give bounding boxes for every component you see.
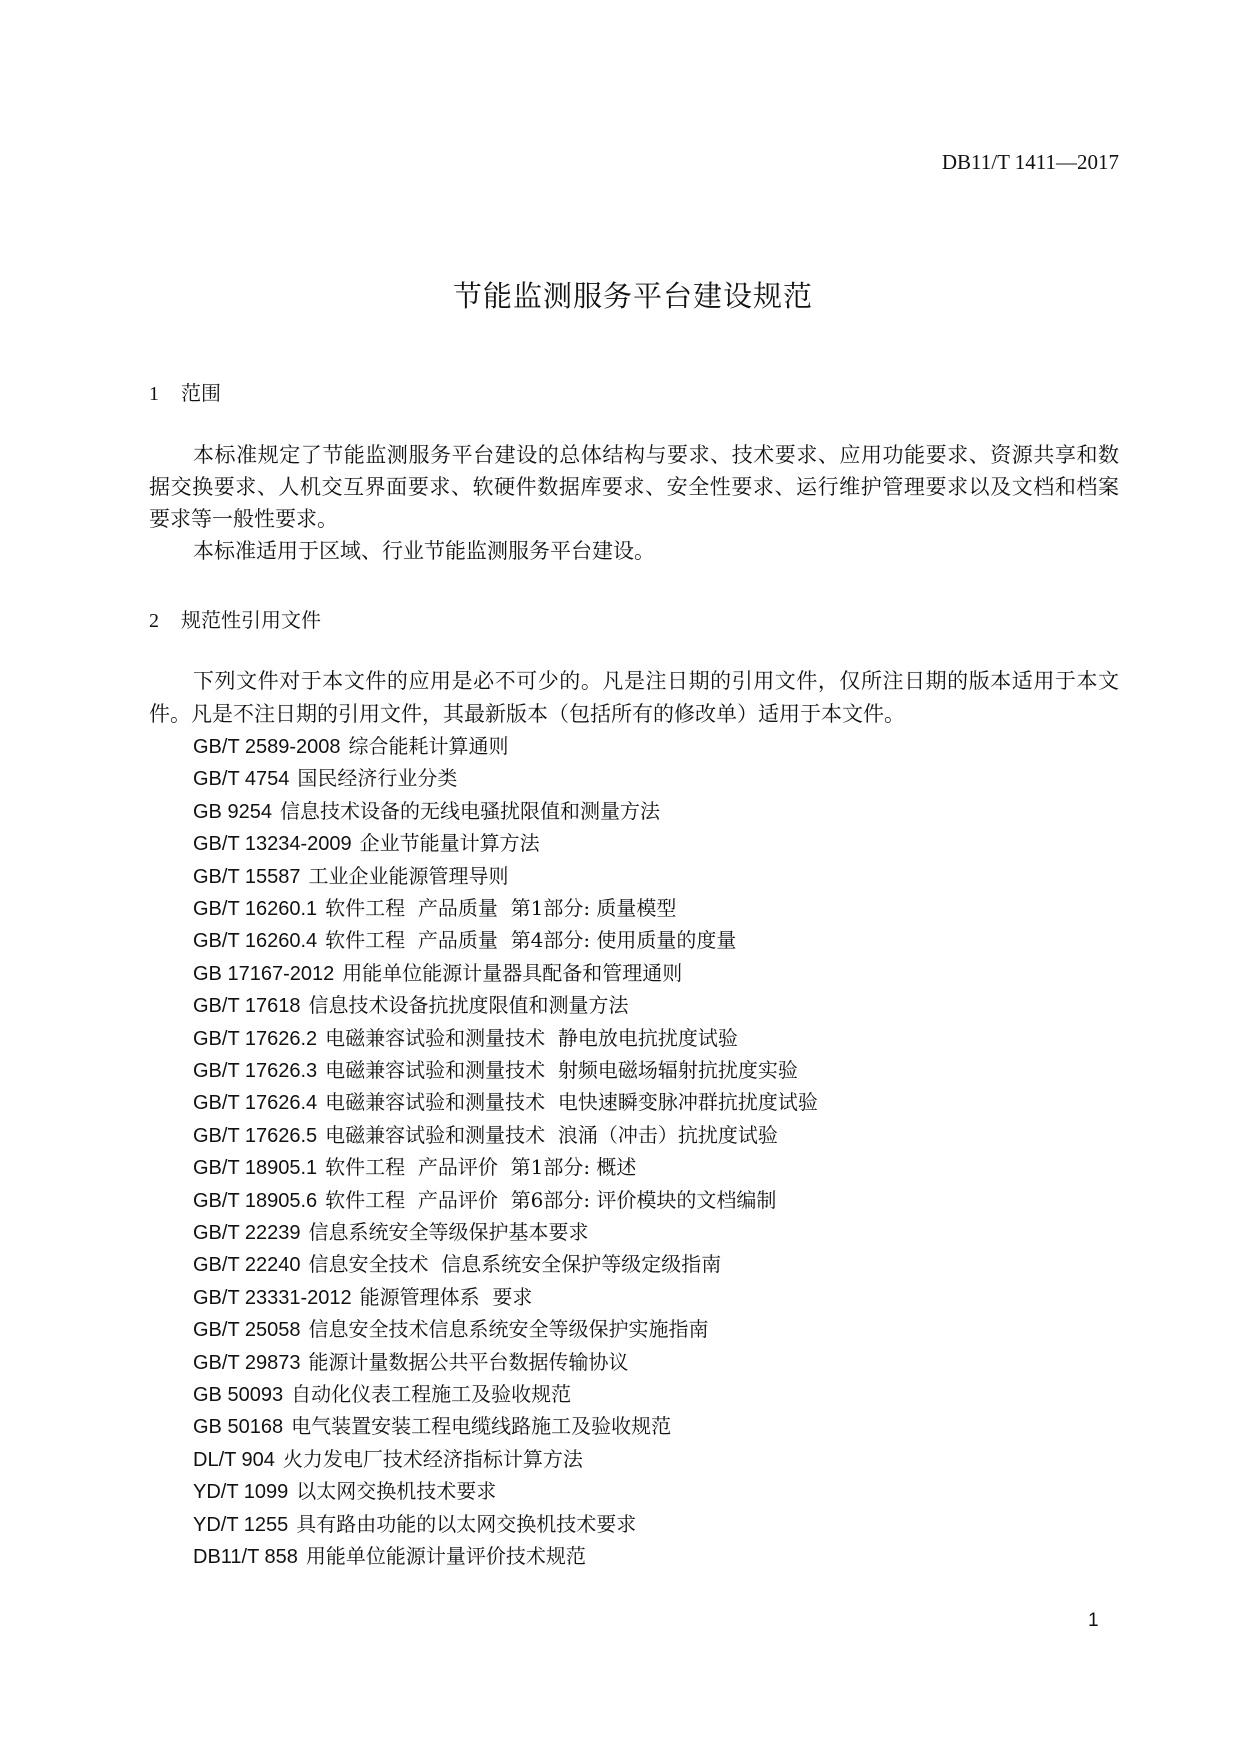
- reference-title: 电气装置安装工程电缆线路施工及验收规范: [291, 1414, 672, 1439]
- reference-title: 软件工程 产品评价 第1部分: 概述: [325, 1155, 637, 1180]
- reference-item: [193, 1184, 776, 1217]
- reference-code: GB/T 13234-2009: [193, 833, 352, 856]
- paragraph-line: 要求等一般性要求。: [149, 507, 338, 531]
- reference-item: [193, 1443, 583, 1476]
- reference-code: GB/T 16260.1: [193, 898, 318, 920]
- reference-title: 国民经济行业分类: [297, 766, 458, 791]
- reference-code: GB 9254: [193, 800, 272, 823]
- reference-code: YD/T 1255: [193, 1513, 289, 1536]
- reference-code: GB/T 15587: [193, 865, 301, 888]
- reference-item: [193, 1054, 798, 1087]
- reference-title: 软件工程 产品评价 第6部分: 评价模块的文档编制: [325, 1187, 777, 1212]
- reference-title: 综合能耗计算通则: [348, 734, 509, 758]
- reference-item: [193, 1119, 778, 1152]
- reference-title: 信息安全技术信息系统安全等级保护实施指南: [308, 1317, 709, 1342]
- reference-item: [193, 1540, 586, 1573]
- reference-code: GB 50093: [193, 1384, 284, 1406]
- reference-title: 信息技术设备抗扰度限值和测量方法: [308, 993, 629, 1018]
- section-heading-normative-references: [149, 604, 321, 633]
- reference-code: GB/T 23331-2012: [193, 1286, 352, 1309]
- paragraph-line: 本标准适用于区域、行业节能监测服务平台建设。: [193, 539, 655, 563]
- reference-code: GB/T 4754: [193, 768, 290, 791]
- reference-item: [193, 860, 508, 893]
- reference-item: [193, 1508, 636, 1541]
- reference-title: 以太网交换机技术要求: [296, 1479, 497, 1504]
- reference-code: GB/T 29873: [193, 1351, 301, 1374]
- reference-title: 电磁兼容试验和测量技术 电快速瞬变脉冲群抗扰度试验: [325, 1090, 818, 1115]
- reference-title: 用能单位能源计量评价技术规范: [305, 1544, 586, 1568]
- reference-item: [193, 957, 682, 990]
- reference-code: GB/T 18905.6: [193, 1189, 318, 1212]
- reference-code: GB/T 17626.2: [193, 1027, 318, 1050]
- reference-item: [193, 1313, 708, 1346]
- paragraph-line: 下列文件对于本文件的应用是必不可少的。凡是注日期的引用文件，仅所注日期的版本适用于本文: [193, 669, 1119, 693]
- section-number: 2: [149, 610, 159, 632]
- reference-code: GB/T 17626.5: [193, 1124, 318, 1147]
- reference-item: [193, 1248, 721, 1281]
- reference-item: [193, 762, 457, 795]
- reference-item: [193, 892, 676, 925]
- reference-item: [193, 1151, 636, 1184]
- reference-code: GB/T 17618: [193, 995, 301, 1018]
- section-number: 1: [149, 383, 159, 405]
- reference-item: [193, 730, 509, 763]
- reference-title: 具有路由功能的以太网交换机技术要求: [296, 1511, 637, 1536]
- reference-item: [193, 795, 660, 828]
- reference-code: DL/T 904: [193, 1448, 275, 1471]
- reference-item: [193, 827, 540, 860]
- reference-item: [193, 1022, 738, 1055]
- reference-code: YD/T 1099: [193, 1481, 289, 1504]
- reference-code: GB/T 17626.3: [193, 1060, 318, 1082]
- reference-title: 电磁兼容试验和测量技术 静电放电抗扰度试验: [325, 1025, 738, 1050]
- reference-code: DB11/T 858: [193, 1546, 298, 1568]
- reference-code: GB/T 18905.1: [193, 1157, 318, 1180]
- reference-title: 信息系统安全等级保护基本要求: [308, 1220, 589, 1244]
- reference-code: GB/T 16260.4: [193, 930, 318, 953]
- reference-title: 软件工程 产品质量 第4部分: 使用质量的度量: [325, 928, 737, 953]
- document-code: DB11/T 1411—2017: [941, 150, 1119, 174]
- reference-code: GB/T 25058: [193, 1319, 301, 1342]
- reference-item: [193, 1346, 628, 1379]
- reference-item: [193, 1216, 588, 1249]
- reference-item: [193, 989, 628, 1022]
- reference-title: 软件工程 产品质量 第1部分: 质量模型: [325, 896, 677, 920]
- reference-title: 能源计量数据公共平台数据传输协议: [308, 1349, 629, 1374]
- reference-title: 信息安全技术 信息系统安全保护等级定级指南: [308, 1252, 722, 1277]
- reference-title: 电磁兼容试验和测量技术 浪涌（冲击）抗扰度试验: [325, 1122, 778, 1147]
- reference-item: [193, 1086, 818, 1119]
- reference-item: [193, 1410, 671, 1443]
- reference-title: 能源管理体系 要求: [359, 1284, 533, 1309]
- reference-title: 自动化仪表工程施工及验收规范: [291, 1382, 572, 1406]
- section-title: 规范性引用文件: [181, 608, 321, 632]
- reference-title: 电磁兼容试验和测量技术 射频电磁场辐射抗扰度实验: [325, 1058, 798, 1082]
- page-number: 1: [1088, 1610, 1099, 1631]
- document-title: 节能监测服务平台建设规范: [452, 279, 813, 313]
- paragraph-line: 本标准规定了节能监测服务平台建设的总体结构与要求、技术要求、应用功能要求、资源共享和数: [193, 443, 1119, 467]
- section-title: 范围: [181, 381, 221, 405]
- reference-title: 火力发电厂技术经济指标计算方法: [282, 1446, 583, 1471]
- reference-code: GB 17167-2012: [193, 962, 335, 985]
- reference-item: [193, 1281, 532, 1314]
- reference-item: [193, 1378, 571, 1411]
- paragraph-line: 据交换要求、人机交互界面要求、软硬件数据库要求、安全性要求、运行维护管理要求以及文档和档案: [149, 475, 1119, 499]
- reference-code: GB/T 17626.4: [193, 1092, 318, 1115]
- reference-title: 信息技术设备的无线电骚扰限值和测量方法: [279, 798, 660, 823]
- reference-item: [193, 924, 736, 957]
- reference-title: 企业节能量计算方法: [359, 831, 540, 856]
- reference-code: GB 50168: [193, 1416, 284, 1439]
- reference-code: GB/T 22240: [193, 1254, 301, 1277]
- reference-title: 工业企业能源管理导则: [308, 863, 509, 888]
- paragraph-line: 件。凡是不注日期的引用文件，其最新版本（包括所有的修改单）适用于本文件。: [149, 702, 905, 726]
- reference-code: GB/T 2589-2008: [193, 736, 341, 758]
- reference-title: 用能单位能源计量器具配备和管理通则: [342, 960, 683, 985]
- section-heading-scope: [149, 377, 221, 406]
- reference-item: [193, 1475, 496, 1508]
- reference-code: GB/T 22239: [193, 1222, 301, 1244]
